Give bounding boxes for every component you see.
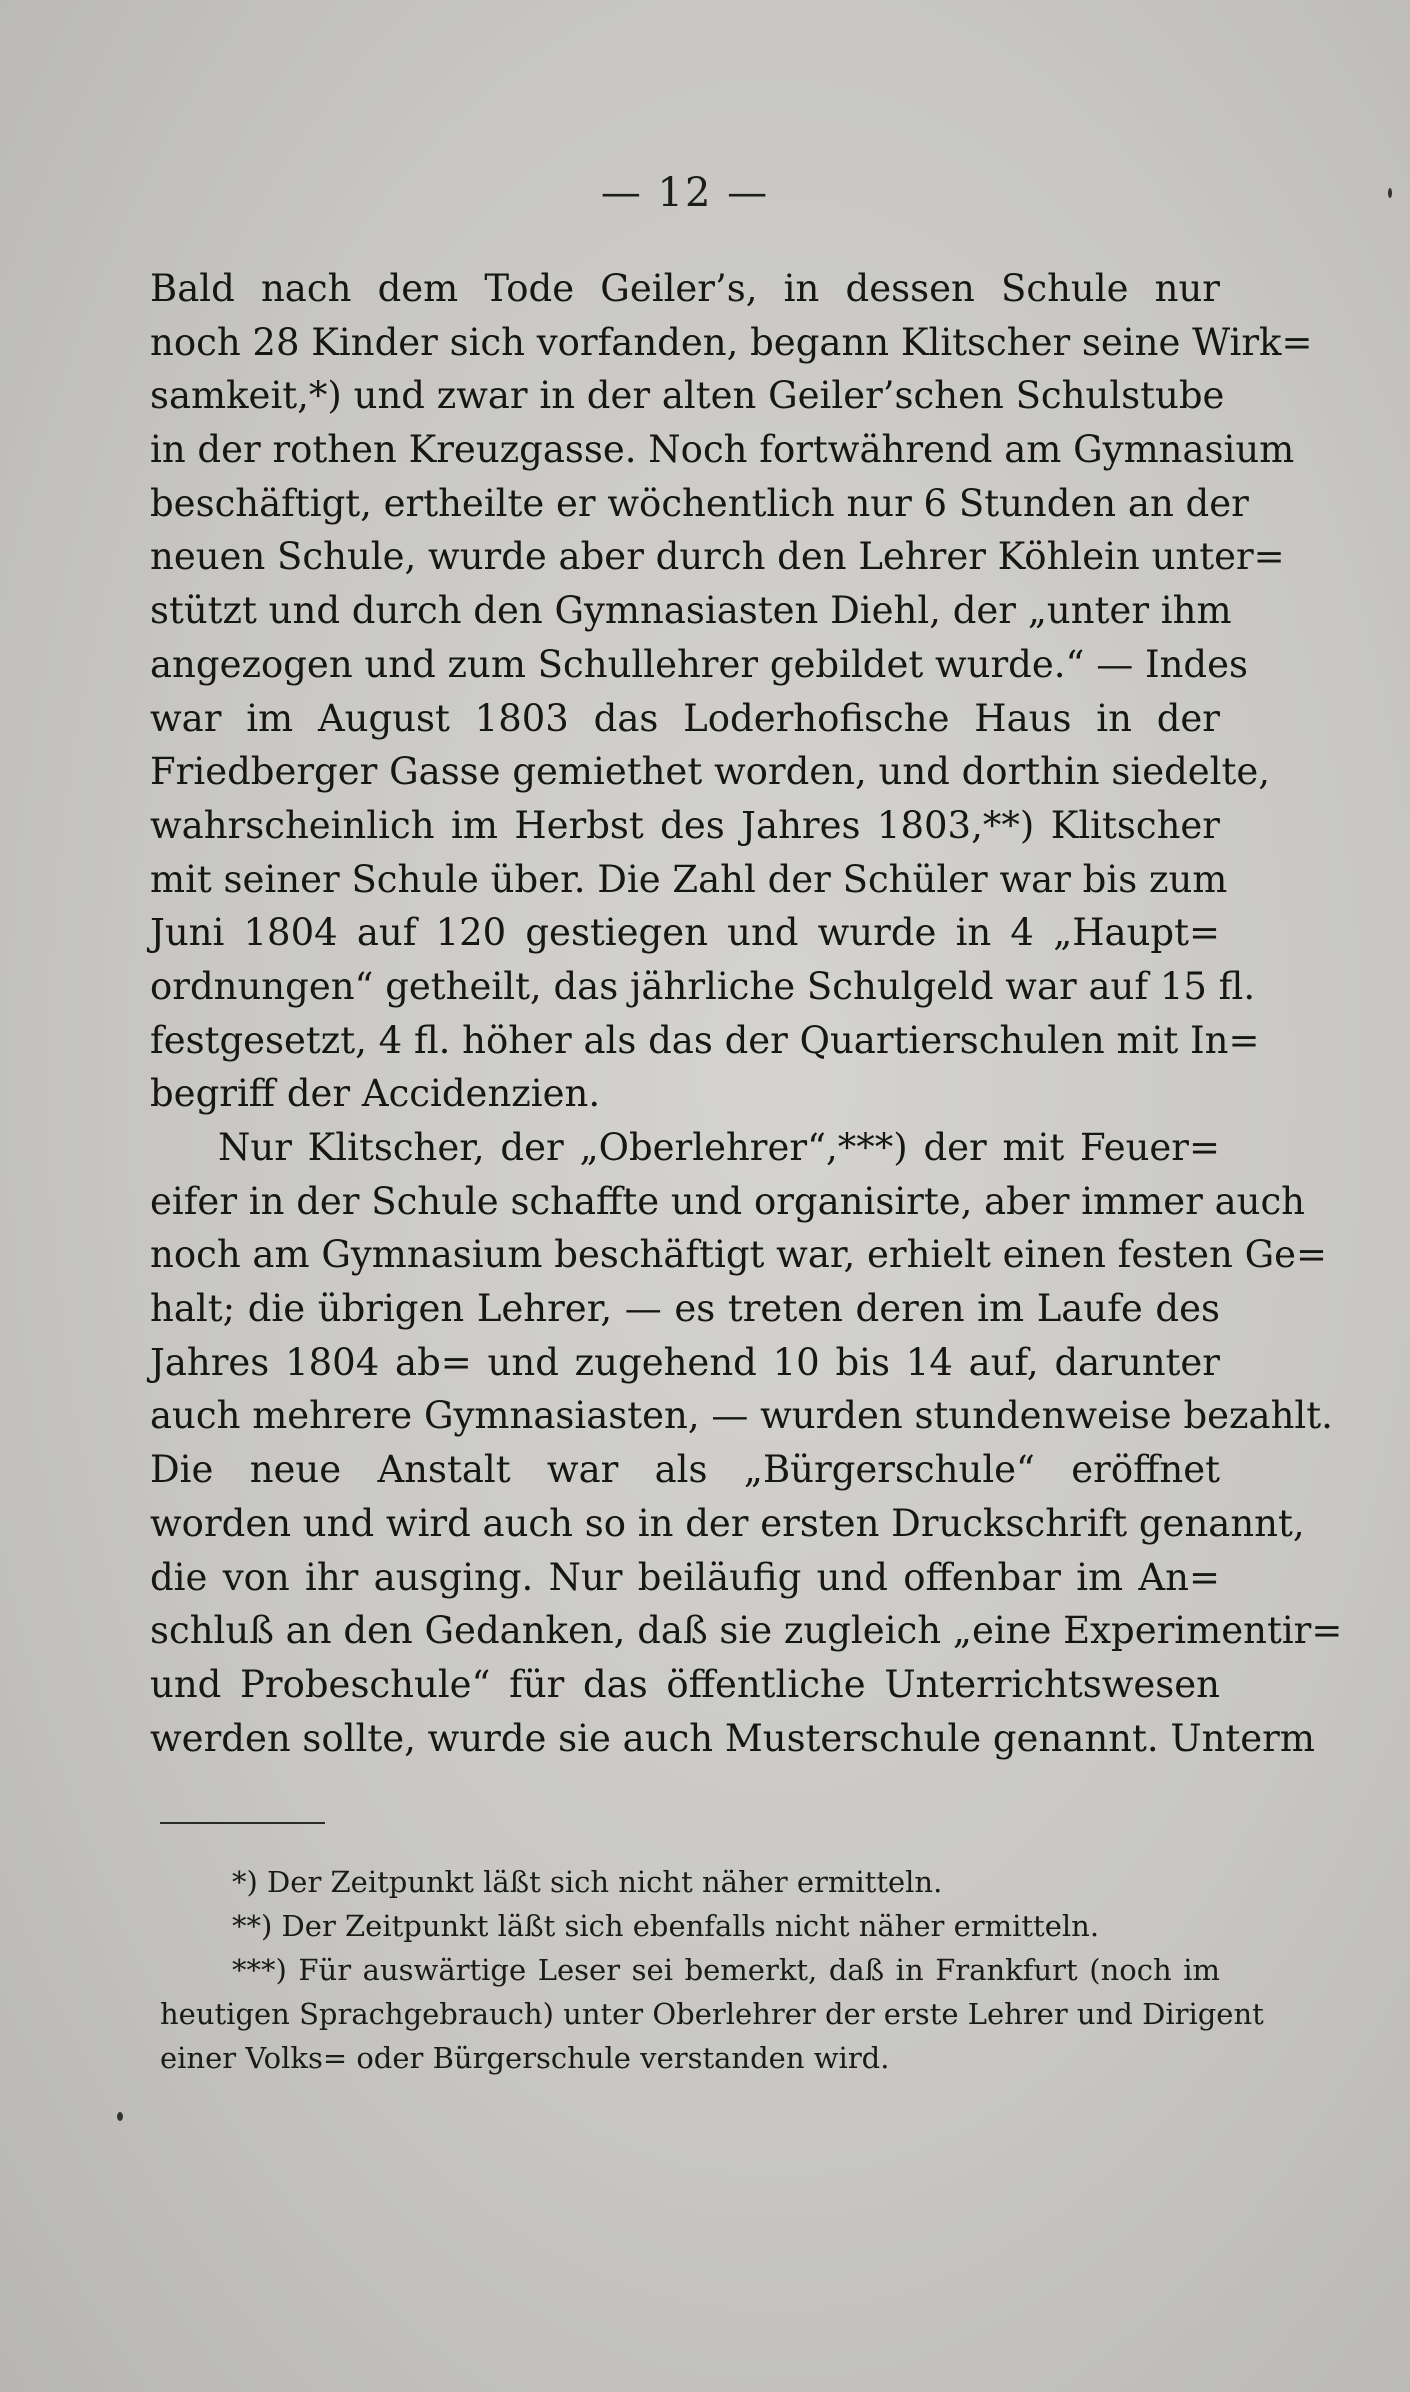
body-line: die von ihr ausging. Nur beiläufig und offenbar im An= (150, 1555, 1220, 1599)
footnote-continuation: einer Volks= oder Bürgerschule verstanden wird. (160, 2041, 890, 2075)
body-line: festgesetzt, 4 fl. höher als das der Quartierschulen mit In= (150, 1018, 1260, 1062)
body-line: beschäftigt, ertheilte er wöchentlich nur 6 Stunden an der (150, 481, 1249, 525)
body-line: Friedberger Gasse gemiethet worden, und dorthin siedelte, (150, 750, 1271, 794)
body-line: worden und wird auch so in der ersten Druckschrift genannt, (150, 1501, 1305, 1545)
body-line: angezogen und zum Schullehrer gebildet wurde.“ — Indes (150, 642, 1248, 686)
footnote-continuation: heutigen Sprachgebrauch) unter Oberlehrer der erste Lehrer und Dirigent (160, 1997, 1264, 2031)
body-text (150, 262, 1343, 1765)
body-line: und Probeschule“ für das öffentliche Unterrichtswesen (150, 1662, 1220, 1706)
footnote: ***) Für auswärtige Leser sei bemerkt, daß in Frankfurt (noch im (232, 1953, 1220, 1987)
body-line: neuen Schule, wurde aber durch den Lehrer Köhlein unter= (150, 535, 1285, 579)
body-line: mit seiner Schule über. Die Zahl der Schüler war bis zum (150, 857, 1228, 901)
body-line: samkeit,*) und zwar in der alten Geiler’schen Schulstube (150, 374, 1225, 418)
print-speck (117, 2112, 123, 2121)
footnote: *) Der Zeitpunkt läßt sich nicht näher ermitteln. (232, 1865, 943, 1899)
body-line: noch 28 Kinder sich vorfanden, begann Klitscher seine Wirk= (150, 320, 1313, 364)
footnote-divider (160, 1822, 325, 1824)
body-line: auch mehrere Gymnasiasten, — wurden stundenweise bezahlt. (150, 1394, 1333, 1438)
body-line: Die neue Anstalt war als „Bürgerschule“ eröffnet (150, 1448, 1220, 1492)
body-line: noch am Gymnasium beschäftigt war, erhielt einen festen Ge= (150, 1233, 1328, 1277)
body-line: Juni 1804 auf 120 gestiegen und wurde in 4 „Haupt= (150, 911, 1220, 955)
body-line: begriff der Accidenzien. (150, 1072, 601, 1116)
body-line: Bald nach dem Tode Geiler’s, in dessen Schule nur (150, 267, 1220, 310)
page-number: — 12 — (600, 170, 770, 216)
footnotes (160, 1860, 1264, 2080)
body-line: halt; die übrigen Lehrer, — es treten deren im Laufe des (150, 1287, 1220, 1331)
body-line: stützt und durch den Gymnasiasten Diehl, der „unter ihm (150, 589, 1232, 633)
body-line: in der rothen Kreuzgasse. Noch fortwährend am Gymnasium (150, 428, 1295, 472)
body-line: wahrscheinlich im Herbst des Jahres 1803,**) Klitscher (150, 803, 1220, 847)
body-line: werden sollte, wurde sie auch Musterschule genannt. Unterm (150, 1716, 1315, 1760)
body-line: war im August 1803 das Loderhofische Haus in der (150, 696, 1220, 740)
body-line: schluß an den Gedanken, daß sie zugleich „eine Experimentir= (150, 1609, 1343, 1653)
body-line: eifer in der Schule schaffte und organisirte, aber immer auch (150, 1179, 1306, 1223)
body-line: Jahres 1804 ab= und zugehend 10 bis 14 auf, darunter (150, 1340, 1220, 1384)
body-line: Nur Klitscher, der „Oberlehrer“,***) der mit Feuer= (218, 1126, 1220, 1169)
body-line: ordnungen“ getheilt, das jährliche Schulgeld war auf 15 fl. (150, 964, 1256, 1008)
print-speck (1388, 188, 1392, 198)
footnote: **) Der Zeitpunkt läßt sich ebenfalls nicht näher ermitteln. (232, 1909, 1100, 1943)
